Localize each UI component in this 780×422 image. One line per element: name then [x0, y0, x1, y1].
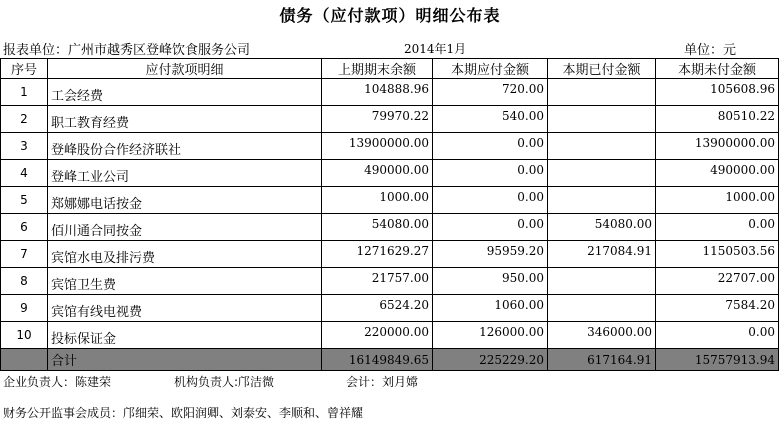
row-paid	[548, 295, 656, 322]
row-paid	[548, 106, 656, 133]
page-title: 债务（应付款项）明细公布表	[279, 6, 501, 25]
reporting-unit: 报表单位：广州市越秀区登峰饮食服务公司	[3, 43, 251, 58]
row-paid	[548, 133, 656, 160]
column-header-paid: 本期已付金额	[548, 59, 656, 79]
currency-unit: 单位：元	[684, 43, 737, 58]
table-row	[1, 133, 779, 160]
row-paid	[548, 268, 656, 295]
row-due: 0.00	[433, 133, 548, 160]
row-number: 1	[1, 79, 48, 106]
row-paid	[548, 187, 656, 214]
row-paid	[548, 79, 656, 106]
total-due: 225229.20	[433, 349, 548, 371]
row-due: 540.00	[433, 106, 548, 133]
enterprise-head: 企业负责人：陈建荣	[3, 375, 112, 389]
table-row	[1, 268, 779, 295]
row-unpaid: 105608.96	[656, 79, 779, 106]
row-unpaid: 7584.20	[656, 295, 779, 322]
row-paid	[548, 160, 656, 187]
total-label: 合计	[48, 349, 322, 371]
row-prev-balance: 104888.96	[322, 79, 433, 106]
row-due: 720.00	[433, 79, 548, 106]
row-item-name: 宾馆有线电视费	[48, 295, 322, 322]
row-due: 950.00	[433, 268, 548, 295]
row-paid: 54080.00	[548, 214, 656, 241]
row-unpaid: 0.00	[656, 214, 779, 241]
org-head: 机构负责人:邝洁微	[174, 375, 275, 389]
row-paid: 217084.91	[548, 241, 656, 268]
table-row	[1, 214, 779, 241]
column-header-prev-balance: 上期期末余额	[322, 59, 433, 79]
row-number: 7	[1, 241, 48, 268]
row-item-name: 登峰工业公司	[48, 160, 322, 187]
row-item-name: 宾馆卫生费	[48, 268, 322, 295]
row-item-name: 宾馆水电及排污费	[48, 241, 322, 268]
row-unpaid: 490000.00	[656, 160, 779, 187]
table-row	[1, 241, 779, 268]
total-paid: 617164.91	[548, 349, 656, 371]
row-due: 95959.20	[433, 241, 548, 268]
row-item-name: 投标保证金	[48, 322, 322, 349]
row-unpaid: 13900000.00	[656, 133, 779, 160]
row-prev-balance: 54080.00	[322, 214, 433, 241]
row-due: 126000.00	[433, 322, 548, 349]
table-row	[1, 187, 779, 214]
row-prev-balance: 220000.00	[322, 322, 433, 349]
row-number: 6	[1, 214, 48, 241]
table-row	[1, 106, 779, 133]
row-prev-balance: 79970.22	[322, 106, 433, 133]
row-unpaid: 22707.00	[656, 268, 779, 295]
row-due: 1060.00	[433, 295, 548, 322]
accountant: 会计：刘月嫦	[346, 375, 419, 389]
row-due: 0.00	[433, 160, 548, 187]
supervisory-committee: 财务公开监事会成员：邝细荣、欧阳润卿、刘泰安、李顺和、曾祥耀	[3, 406, 364, 420]
table-row	[1, 295, 779, 322]
row-number: 2	[1, 106, 48, 133]
table-row	[1, 79, 779, 106]
payables-table	[0, 58, 779, 371]
column-header-no: 序号	[1, 59, 48, 79]
row-due: 0.00	[433, 214, 548, 241]
row-number: 3	[1, 133, 48, 160]
table-row	[1, 160, 779, 187]
row-number: 4	[1, 160, 48, 187]
total-row	[1, 349, 779, 371]
column-header-due: 本期应付金额	[433, 59, 548, 79]
row-prev-balance: 13900000.00	[322, 133, 433, 160]
row-item-name: 郑娜娜电话按金	[48, 187, 322, 214]
row-prev-balance: 21757.00	[322, 268, 433, 295]
row-prev-balance: 1271629.27	[322, 241, 433, 268]
total-prev-balance: 16149849.65	[322, 349, 433, 371]
row-unpaid: 1000.00	[656, 187, 779, 214]
row-item-name: 职工教育经费	[48, 106, 322, 133]
row-prev-balance: 1000.00	[322, 187, 433, 214]
row-unpaid: 0.00	[656, 322, 779, 349]
column-header-item: 应付款项明细	[48, 59, 322, 79]
row-number: 9	[1, 295, 48, 322]
row-item-name: 工会经费	[48, 79, 322, 106]
total-number	[1, 349, 48, 371]
row-item-name: 佰川通合同按金	[48, 214, 322, 241]
row-prev-balance: 6524.20	[322, 295, 433, 322]
report-period: 2014年1月	[404, 42, 467, 56]
table-header-row	[1, 59, 779, 79]
row-item-name: 登峰股份合作经济联社	[48, 133, 322, 160]
row-prev-balance: 490000.00	[322, 160, 433, 187]
row-number: 8	[1, 268, 48, 295]
table-row	[1, 322, 779, 349]
row-unpaid: 1150503.56	[656, 241, 779, 268]
row-paid: 346000.00	[548, 322, 656, 349]
total-unpaid: 15757913.94	[656, 349, 779, 371]
row-number: 10	[1, 322, 48, 349]
row-number: 5	[1, 187, 48, 214]
row-due: 0.00	[433, 187, 548, 214]
row-unpaid: 80510.22	[656, 106, 779, 133]
column-header-unpaid: 本期未付金额	[656, 59, 779, 79]
